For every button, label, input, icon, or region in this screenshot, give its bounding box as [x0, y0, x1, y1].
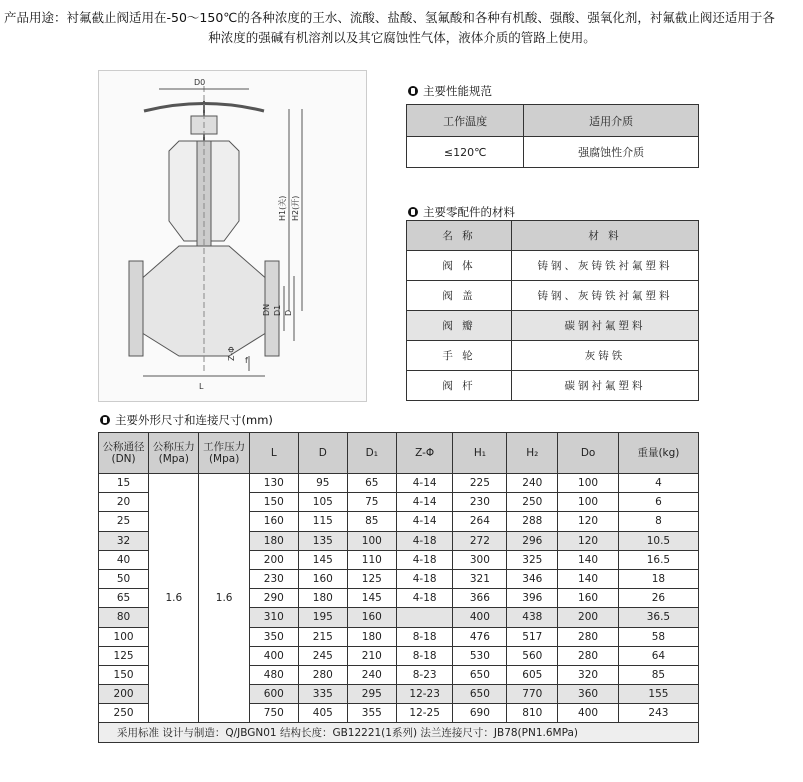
bullet-icon: [100, 415, 110, 425]
table-cell: 95: [298, 474, 347, 493]
table-cell: 160: [249, 512, 298, 531]
bullet-icon: [408, 207, 418, 217]
table-cell: 200: [249, 550, 298, 569]
table-cell: 4-14: [396, 512, 453, 531]
table-cell: 100: [347, 531, 396, 550]
table-row: [407, 371, 699, 401]
perf-section-title: [408, 83, 492, 99]
table-cell: 65: [347, 474, 396, 493]
table-cell: 360: [558, 685, 619, 704]
parts-header-name: 名 称: [407, 221, 512, 251]
table-cell: 225: [453, 474, 507, 493]
table-cell: 230: [453, 493, 507, 512]
table-cell: 180: [298, 589, 347, 608]
table-row: [99, 474, 699, 493]
perf-header-medium: 适用介质: [524, 105, 699, 137]
table-cell: 155: [618, 685, 698, 704]
table-cell: 605: [507, 665, 558, 684]
table-row: [407, 281, 699, 311]
table-cell: 16.5: [618, 550, 698, 569]
table-cell: 321: [453, 569, 507, 588]
table-cell: 180: [347, 627, 396, 646]
table-cell: 25: [99, 512, 149, 531]
table-cell: 480: [249, 665, 298, 684]
table-cell: 58: [618, 627, 698, 646]
perf-header-temp: 工作温度: [407, 105, 524, 137]
table-cell: 140: [558, 550, 619, 569]
standards-note: 采用标准 设计与制造：Q/JBGN01 结构长度：GB12221(1系列) 法兰连接尺寸：JB78(PN1.6MPa): [99, 723, 699, 743]
table-cell: 300: [453, 550, 507, 569]
table-cell: 6: [618, 493, 698, 512]
table-cell: 355: [347, 704, 396, 723]
table-cell: 400: [558, 704, 619, 723]
dims-section-title: [100, 412, 273, 428]
table-cell: 310: [249, 608, 298, 627]
dims-header-cell: 工作压力(Mpa): [199, 433, 249, 474]
dims-header-cell: D: [298, 433, 347, 474]
table-cell: 32: [99, 531, 149, 550]
table-cell: 366: [453, 589, 507, 608]
table-cell: 400: [249, 646, 298, 665]
work-pressure-cell: 1.6: [199, 474, 249, 723]
table-cell: 120: [558, 512, 619, 531]
part-name: 阀 瓣: [407, 311, 512, 341]
table-cell: 8-18: [396, 646, 453, 665]
table-cell: 810: [507, 704, 558, 723]
table-cell: [396, 608, 453, 627]
part-material: 铸钢、灰铸铁衬氟塑料: [512, 251, 699, 281]
table-cell: 100: [99, 627, 149, 646]
part-material: 铸钢、灰铸铁衬氟塑料: [512, 281, 699, 311]
table-cell: 600: [249, 685, 298, 704]
dims-table: [98, 432, 699, 743]
table-cell: 80: [99, 608, 149, 627]
valve-drawing: [98, 70, 367, 402]
nominal-pressure-cell: 1.6: [149, 474, 199, 723]
dims-header-cell: Do: [558, 433, 619, 474]
table-cell: 650: [453, 685, 507, 704]
table-cell: 130: [249, 474, 298, 493]
table-cell: 8-18: [396, 627, 453, 646]
parts-title-text: 主要零配件的材料: [423, 205, 515, 219]
table-cell: 4: [618, 474, 698, 493]
table-cell: 400: [453, 608, 507, 627]
table-cell: 215: [298, 627, 347, 646]
table-cell: 120: [558, 531, 619, 550]
table-cell: 145: [347, 589, 396, 608]
table-row: [407, 341, 699, 371]
table-cell: 160: [347, 608, 396, 627]
label-dn: DN: [262, 303, 271, 316]
intro-line-2: 种浓度的强碱有机溶剂以及其它腐蚀性气体，液体介质的管路上使用。: [208, 30, 596, 45]
table-cell: 140: [558, 569, 619, 588]
table-cell: 160: [558, 589, 619, 608]
table-cell: 15: [99, 474, 149, 493]
table-cell: 290: [249, 589, 298, 608]
table-cell: 230: [249, 569, 298, 588]
table-cell: 4-18: [396, 589, 453, 608]
part-name: 阀 杆: [407, 371, 512, 401]
dims-header-cell: 公称通径(DN): [99, 433, 149, 474]
part-material: 碳钢衬氟塑料: [512, 371, 699, 401]
table-cell: 4-18: [396, 550, 453, 569]
table-cell: 296: [507, 531, 558, 550]
perf-title-text: 主要性能规范: [423, 84, 492, 98]
table-cell: 85: [347, 512, 396, 531]
table-cell: 272: [453, 531, 507, 550]
label-d: D: [284, 309, 293, 316]
table-cell: 150: [99, 665, 149, 684]
table-cell: 243: [618, 704, 698, 723]
table-cell: 288: [507, 512, 558, 531]
table-cell: 64: [618, 646, 698, 665]
perf-medium-value: 强腐蚀性介质: [524, 137, 699, 168]
table-cell: 690: [453, 704, 507, 723]
parts-header-material: 材 料: [512, 221, 699, 251]
table-cell: 280: [558, 627, 619, 646]
table-cell: 280: [558, 646, 619, 665]
bullet-icon: [408, 86, 418, 96]
table-cell: 476: [453, 627, 507, 646]
table-cell: 250: [99, 704, 149, 723]
table-cell: 335: [298, 685, 347, 704]
label-d1: D1: [273, 304, 282, 316]
dims-header-cell: 公称压力(Mpa): [149, 433, 199, 474]
part-material: 灰铸铁: [512, 341, 699, 371]
table-cell: 100: [558, 474, 619, 493]
label-h2: H2(开): [291, 195, 300, 221]
label-h1: H1(关): [278, 195, 287, 221]
table-cell: 346: [507, 569, 558, 588]
dims-header-cell: H₂: [507, 433, 558, 474]
label-z-phi: Z-Φ: [227, 346, 236, 361]
table-cell: 195: [298, 608, 347, 627]
table-cell: 240: [347, 665, 396, 684]
parts-table: [406, 220, 699, 401]
perf-table: [406, 104, 699, 168]
dims-title-text: 主要外形尺寸和连接尺寸(mm): [115, 413, 273, 427]
table-cell: 85: [618, 665, 698, 684]
intro-text: [4, 8, 800, 48]
parts-section-title: [408, 204, 515, 220]
table-cell: 26: [618, 589, 698, 608]
table-cell: 405: [298, 704, 347, 723]
table-cell: 4-14: [396, 493, 453, 512]
table-cell: 438: [507, 608, 558, 627]
table-cell: 145: [298, 550, 347, 569]
valve-drawing-svg: [99, 71, 366, 401]
table-cell: 350: [249, 627, 298, 646]
table-cell: 150: [249, 493, 298, 512]
perf-temp-value: ≤120℃: [407, 137, 524, 168]
intro-line-1: 产品用途：衬氟截止阀适用在-50～150℃的各种浓度的王水、流酸、盐酸、氢氟酸和各种有机酸、强酸、强氧化剂，衬氟截止阀还适用于各: [4, 10, 775, 25]
table-cell: 125: [347, 569, 396, 588]
dims-header-cell: 重量(kg): [618, 433, 698, 474]
table-cell: 750: [249, 704, 298, 723]
table-cell: 110: [347, 550, 396, 569]
table-cell: 40: [99, 550, 149, 569]
table-cell: 75: [347, 493, 396, 512]
table-cell: 8-23: [396, 665, 453, 684]
table-cell: 20: [99, 493, 149, 512]
table-cell: 4-18: [396, 531, 453, 550]
table-cell: 12-23: [396, 685, 453, 704]
table-row: [407, 251, 699, 281]
table-cell: 18: [618, 569, 698, 588]
label-l: L: [199, 382, 204, 391]
table-cell: 160: [298, 569, 347, 588]
table-cell: 295: [347, 685, 396, 704]
table-cell: 4-14: [396, 474, 453, 493]
table-cell: 530: [453, 646, 507, 665]
dims-header-cell: D₁: [347, 433, 396, 474]
table-cell: 135: [298, 531, 347, 550]
table-cell: 250: [507, 493, 558, 512]
table-cell: 320: [558, 665, 619, 684]
table-cell: 240: [507, 474, 558, 493]
table-cell: 65: [99, 589, 149, 608]
part-name: 手 轮: [407, 341, 512, 371]
table-cell: 115: [298, 512, 347, 531]
table-cell: 12-25: [396, 704, 453, 723]
part-name: 阀 盖: [407, 281, 512, 311]
table-cell: 280: [298, 665, 347, 684]
table-cell: 210: [347, 646, 396, 665]
table-cell: 245: [298, 646, 347, 665]
dims-header-cell: H₁: [453, 433, 507, 474]
table-cell: 517: [507, 627, 558, 646]
dims-header-cell: L: [249, 433, 298, 474]
label-f: f: [245, 356, 248, 365]
table-cell: 200: [99, 685, 149, 704]
table-cell: 396: [507, 589, 558, 608]
table-cell: 560: [507, 646, 558, 665]
table-cell: 10.5: [618, 531, 698, 550]
part-material: 碳钢衬氟塑料: [512, 311, 699, 341]
table-cell: 4-18: [396, 569, 453, 588]
part-name: 阀 体: [407, 251, 512, 281]
table-cell: 8: [618, 512, 698, 531]
table-row: [407, 311, 699, 341]
table-cell: 105: [298, 493, 347, 512]
table-cell: 770: [507, 685, 558, 704]
label-d0: D0: [194, 78, 206, 87]
table-cell: 50: [99, 569, 149, 588]
table-cell: 200: [558, 608, 619, 627]
table-cell: 100: [558, 493, 619, 512]
table-cell: 325: [507, 550, 558, 569]
table-cell: 180: [249, 531, 298, 550]
table-cell: 36.5: [618, 608, 698, 627]
table-cell: 264: [453, 512, 507, 531]
table-cell: 650: [453, 665, 507, 684]
dims-header-cell: Z-Φ: [396, 433, 453, 474]
table-cell: 125: [99, 646, 149, 665]
